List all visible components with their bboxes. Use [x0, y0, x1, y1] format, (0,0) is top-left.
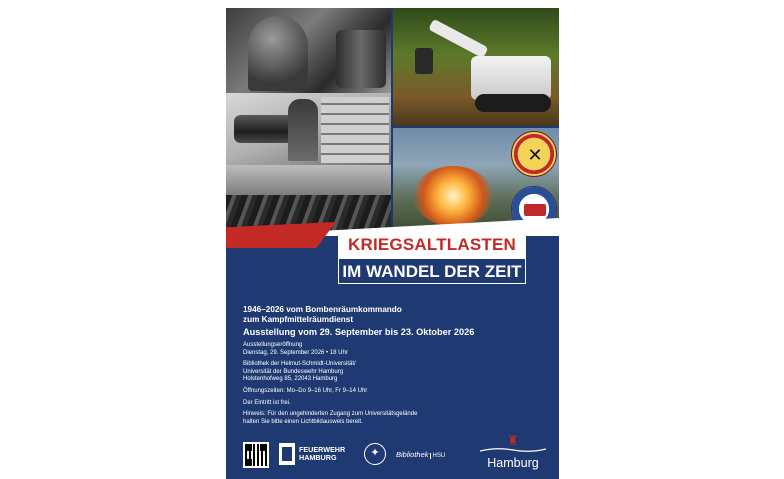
headline-2: zum Kampfmittelräumdienst — [243, 315, 354, 324]
building-shape — [321, 97, 389, 163]
crossed-tools-icon: ✕ — [527, 145, 543, 165]
venue-line-2: Universität der Bundeswehr Hamburg — [243, 368, 344, 375]
note-line-2: halten Sie bitte einen Lichtbildausweis bereit. — [243, 418, 363, 425]
hamburg-logo — [480, 434, 546, 474]
explosion-shape — [413, 166, 493, 226]
exhibition-poster — [226, 8, 559, 479]
headline-1: 1946–2026 vom Bombenräumkommando — [243, 305, 402, 314]
hamburg-castle-icon: ♜ — [507, 433, 519, 448]
bibliothek-hsu-logo — [396, 450, 445, 459]
admission: Der Eintritt ist frei. — [243, 399, 291, 406]
opening-hours: Öffnungszeiten: Mo–Do 9–16 Uhr, Fr 9–14 Uhr — [243, 387, 368, 394]
feuerwehr-wordmark — [299, 446, 345, 463]
robot-arm — [428, 19, 488, 59]
robot-tracks — [475, 94, 551, 112]
logo-footer — [226, 433, 559, 476]
title-line-1: KRIEGSALTLASTEN — [338, 231, 526, 258]
drum-shape — [336, 30, 386, 88]
worker-figure — [248, 16, 308, 91]
qr-code-icon[interactable] — [243, 442, 269, 468]
opening-date: Dienstag, 29. September 2026 • 18 Uhr — [243, 349, 348, 356]
historic-photo-drum-worker — [226, 8, 391, 93]
feuerwehr-line-1: FEUERWEHR — [299, 445, 346, 454]
bibliothek-text: Bibliothek — [396, 450, 429, 459]
historic-photo-bomb — [226, 93, 391, 165]
feuerwehr-logo-icon — [279, 443, 295, 465]
headline-3: Ausstellung vom 29. September bis 23. Oktober 2026 — [243, 327, 475, 337]
soldier-figure — [288, 99, 318, 161]
note-line-1: Hinweis: Für den ungehinderten Zugang zum Universitätsgelände — [243, 411, 418, 418]
kampfmittelraeumdienst-badge — [511, 131, 557, 177]
wave-icon — [480, 447, 546, 453]
kampfmittelraeumdienst-logo-icon: ✦ — [364, 443, 386, 465]
feuerwehr-line-2: HAMBURG — [299, 453, 337, 463]
title-line-2: IM WANDEL DER ZEIT — [338, 258, 526, 284]
info-block — [243, 305, 548, 426]
photo-robot — [393, 8, 559, 126]
historic-photo-rubble — [226, 165, 391, 233]
robot-claw — [415, 48, 433, 74]
venue-line-1: Bibliothek der Helmut-Schmidt-Universität/ — [243, 361, 356, 368]
opening-label: Ausstellungseröffnung — [243, 342, 303, 348]
badge-mark — [524, 204, 546, 216]
hsu-text: HSU — [430, 453, 446, 459]
venue-line-3: Holstenhofweg 85, 22043 Hamburg — [243, 376, 338, 383]
hamburg-wordmark: Hamburg — [487, 456, 539, 470]
